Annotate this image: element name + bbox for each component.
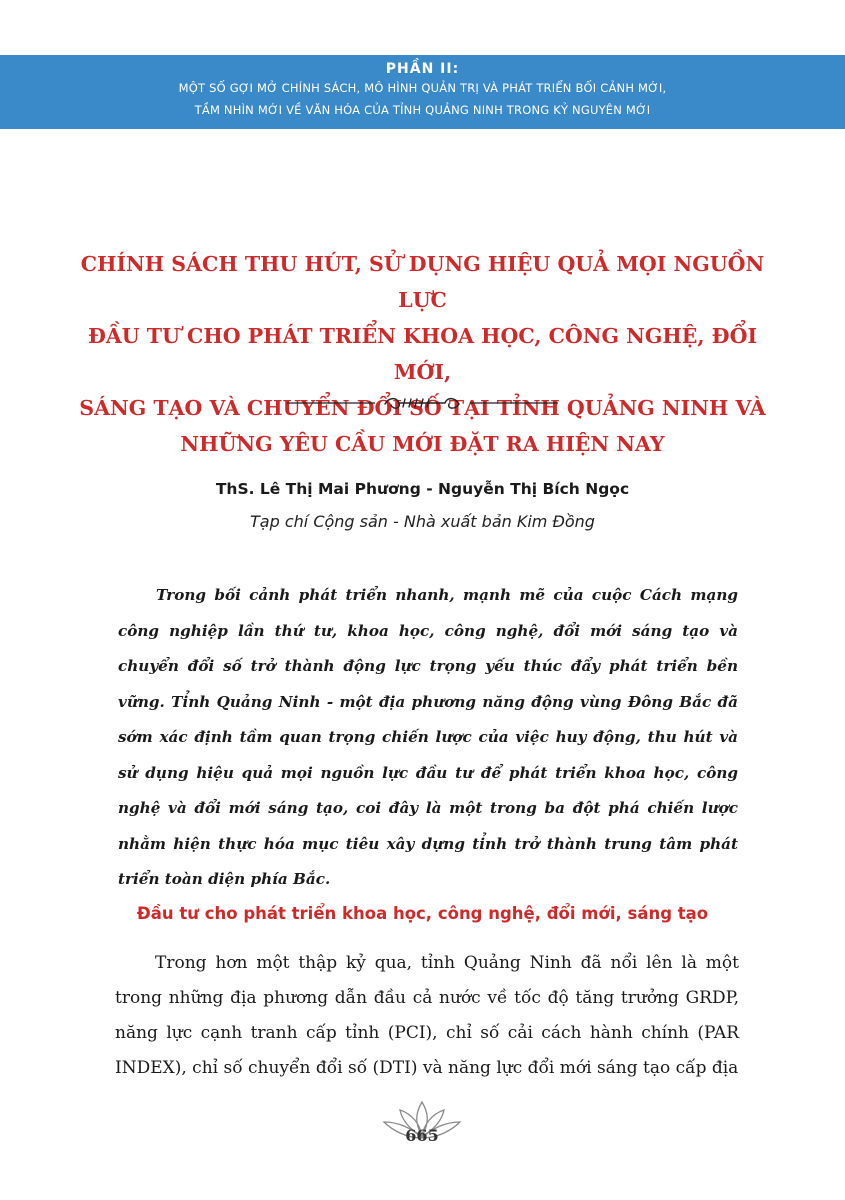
part-subtitle-line-1: MỘT SỐ GỢI MỞ CHÍNH SÁCH, MÔ HÌNH QUẢN TRỊ VÀ PHÁT TRIỂN BỐI CẢNH MỚI, (178, 81, 667, 95)
affiliation: Tạp chí Cộng sản - Nhà xuất bản Kim Đồng (250, 512, 595, 531)
article-title-line: NHỮNG YÊU CẦU MỚI ĐẶT RA HIỆN NAY (180, 432, 665, 456)
part-banner (0, 55, 845, 129)
article-title-line: SÁNG TẠO VÀ CHUYỂN ĐỔI SỐ TẠI TỈNH QUẢNG NINH VÀ (79, 396, 766, 420)
abstract-paragraph: Trong bối cảnh phát triển nhanh, mạnh mẽ của cuộc Cách mạng công nghiệp lần thứ tư, khoa học, công nghệ, đổi mới sáng tạo và chuyển đổi số trở thành động lực trọng yếu thúc đẩy phát triển bền vững. Tỉnh Quảng Ninh - một địa phương năng động vùng Đông Bắc đã sớm xác định tầm quan trọng chiến lược của việc huy động, thu hút và sử dụng hiệu quả mọi nguồn lực đầu tư để phát triển khoa học, công nghệ và đổi mới sáng tạo, coi đây là một trong ba đột phá chiến lược nhằm hiện thực hóa mục tiêu xây dựng tỉnh trở thành trung tâm phát triển toàn diện phía Bắc. (118, 586, 738, 888)
part-subtitle-line-2: TẦM NHÌN MỚI VỀ VĂN HÓA CỦA TỈNH QUẢNG NINH TRONG KỶ NGUYÊN MỚI (194, 103, 651, 117)
section-heading: Đầu tư cho phát triển khoa học, công nghệ, đổi mới, sáng tạo (136, 904, 709, 923)
article-title-line: CHÍNH SÁCH THU HÚT, SỬ DỤNG HIỆU QUẢ MỌI NGUỒN LỰC (80, 252, 765, 312)
body-paragraph: Trong hơn một thập kỷ qua, tỉnh Quảng Ninh đã nổi lên là một trong những địa phương dẫn đầu cả nước về tốc độ tăng trưởng GRDP, năng lực cạnh tranh cấp tỉnh (PCI), chỉ số cải cách hành chính (PAR INDEX), chỉ số chuyển đổi số (DTI) và năng lực đổi mới sáng tạo cấp địa (115, 953, 739, 1078)
page-number: 665 (405, 1126, 439, 1145)
title-divider-ornament-icon (285, 394, 560, 414)
authors: ThS. Lê Thị Mai Phương - Nguyễn Thị Bích Ngọc (215, 480, 630, 498)
part-label: PHẦN II: (385, 61, 460, 77)
page-number-badge (372, 1100, 472, 1160)
article-title (60, 246, 785, 462)
article-title-line: ĐẦU TƯ CHO PHÁT TRIỂN KHOA HỌC, CÔNG NGHỆ, ĐỔI MỚI, (87, 324, 758, 384)
